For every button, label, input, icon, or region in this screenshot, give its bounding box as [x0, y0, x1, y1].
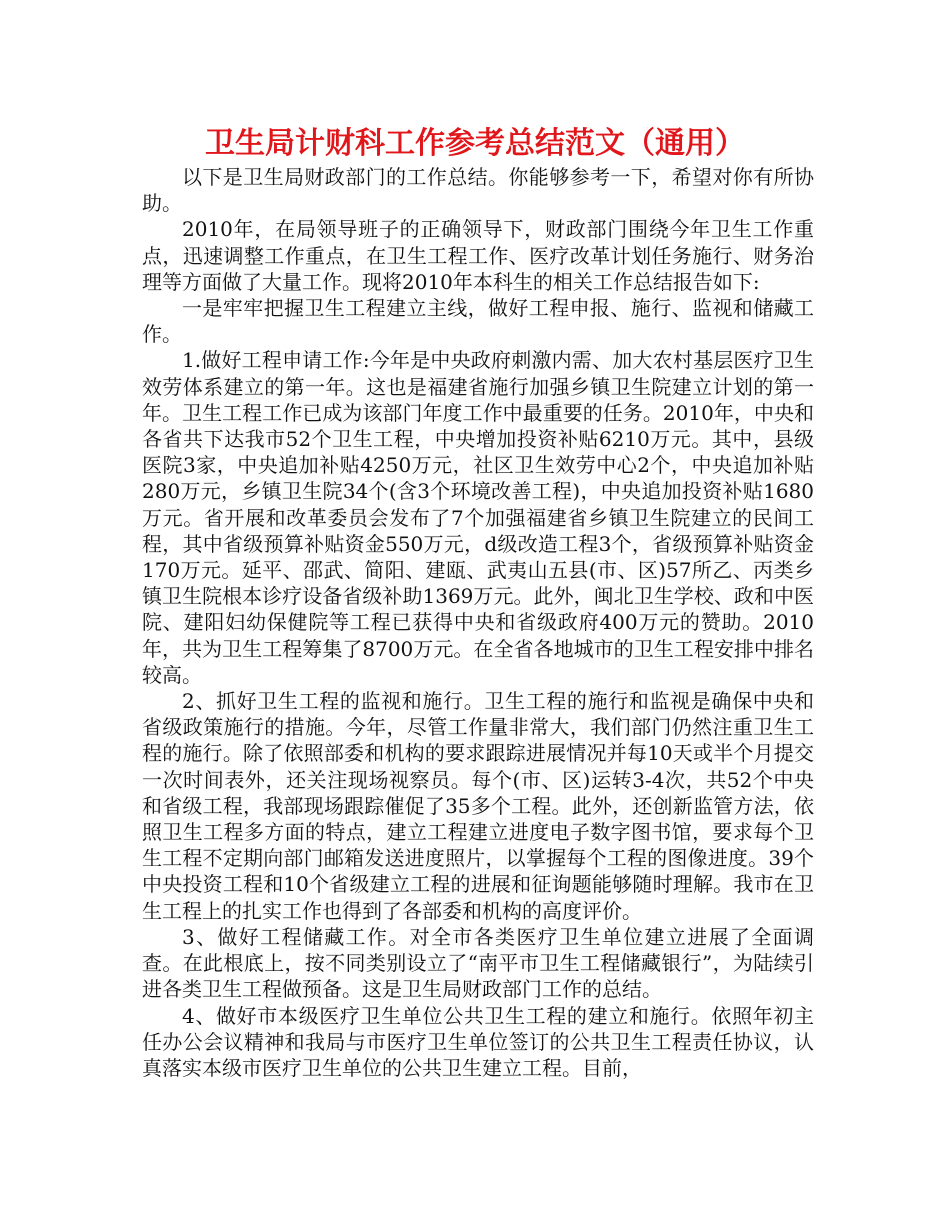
document-body	[142, 164, 814, 1081]
paragraph-item-4: 4、做好市本级医疗卫生单位公共卫生工程的建立和施行。依照年初主任办公会议精神和我局与市医疗卫生单位签订的公共卫生工程责任协议，认真落实本级市医疗卫生单位的公共卫生建立工程。目前，	[142, 1003, 814, 1080]
paragraph-item-1: 1.做好工程申请工作:今年是中央政府刺激内需、加大农村基层医疗卫生效劳体系建立的第一年。这也是福建省施行加强乡镇卫生院建立计划的第一年。卫生工程工作已成为该部门年度工作中最重要的任务。2010年，中央和各省共下达我市52个卫生工程，中央增加投资补贴6210万元。其中，县级医院3家，中央追加补贴4250万元，社区卫生效劳中心2个，中央追加补贴280万元，乡镇卫生院34个(含3个环境改善工程)，中央追加投资补贴1680万元。省开展和改革委员会发布了7个加强福建省乡镇卫生院建立的民间工程，其中省级预算补贴资金550万元，d级改造工程3个，省级预算补贴资金170万元。延平、邵武、简阳、建瓯、武夷山五县(市、区)57所乙、丙类乡镇卫生院根本诊疗设备省级补助1369万元。此外，闽北卫生学校、政和中医院、建阳妇幼保健院等工程已获得中央和省级政府400万元的赞助。2010年，共为卫生工程筹集了8700万元。在全省各地城市的卫生工程安排中排名较高。	[142, 348, 814, 687]
document-title: 卫生局计财科工作参考总结范文（通用）	[205, 126, 745, 161]
paragraph-item-3: 3、做好工程储藏工作。对全市各类医疗卫生单位建立进展了全面调查。在此根底上，按不同类别设立了“南平市卫生工程储藏银行”，为陆续引进各类卫生工程做预备。这是卫生局财政部门工作的总结。	[142, 924, 814, 1002]
paragraph-item-2: 2、抓好卫生工程的监视和施行。卫生工程的施行和监视是确保中央和省级政策施行的措施。今年，尽管工作量非常大，我们部门仍然注重卫生工程的施行。除了依照部委和机构的要求跟踪进展情况并每10天或半个月提交一次时间表外，还关注现场视察员。每个(市、区)运转3-4次，共52个中央和省级工程，我部现场跟踪催促了35多个工程。此外，还创新监管方法，依照卫生工程多方面的特点，建立工程建立进度电子数字图书馆，要求每个卫生工程不定期向部门邮箱发送进度照片，以掌握每个工程的图像进度。39个中央投资工程和10个省级建立工程的进展和征询题能够随时理解。我市在卫生工程上的扎实工作也得到了各部委和机构的高度评价。	[142, 689, 814, 923]
paragraph-section-one: 一是牢牢把握卫生工程建立主线，做好工程申报、施行、监视和储藏工作。	[142, 296, 814, 347]
paragraph-intro: 以下是卫生局财政部门的工作总结。你能够参考一下，希望对你有所协助。	[142, 165, 814, 216]
paragraph-overview: 2010年，在局领导班子的正确领导下，财政部门围绕今年卫生工作重点，迅速调整工作重点，在卫生工程工作、医疗改革计划任务施行、财务治理等方面做了大量工作。现将2010年本科生的相关工作总结报告如下:	[142, 217, 814, 294]
